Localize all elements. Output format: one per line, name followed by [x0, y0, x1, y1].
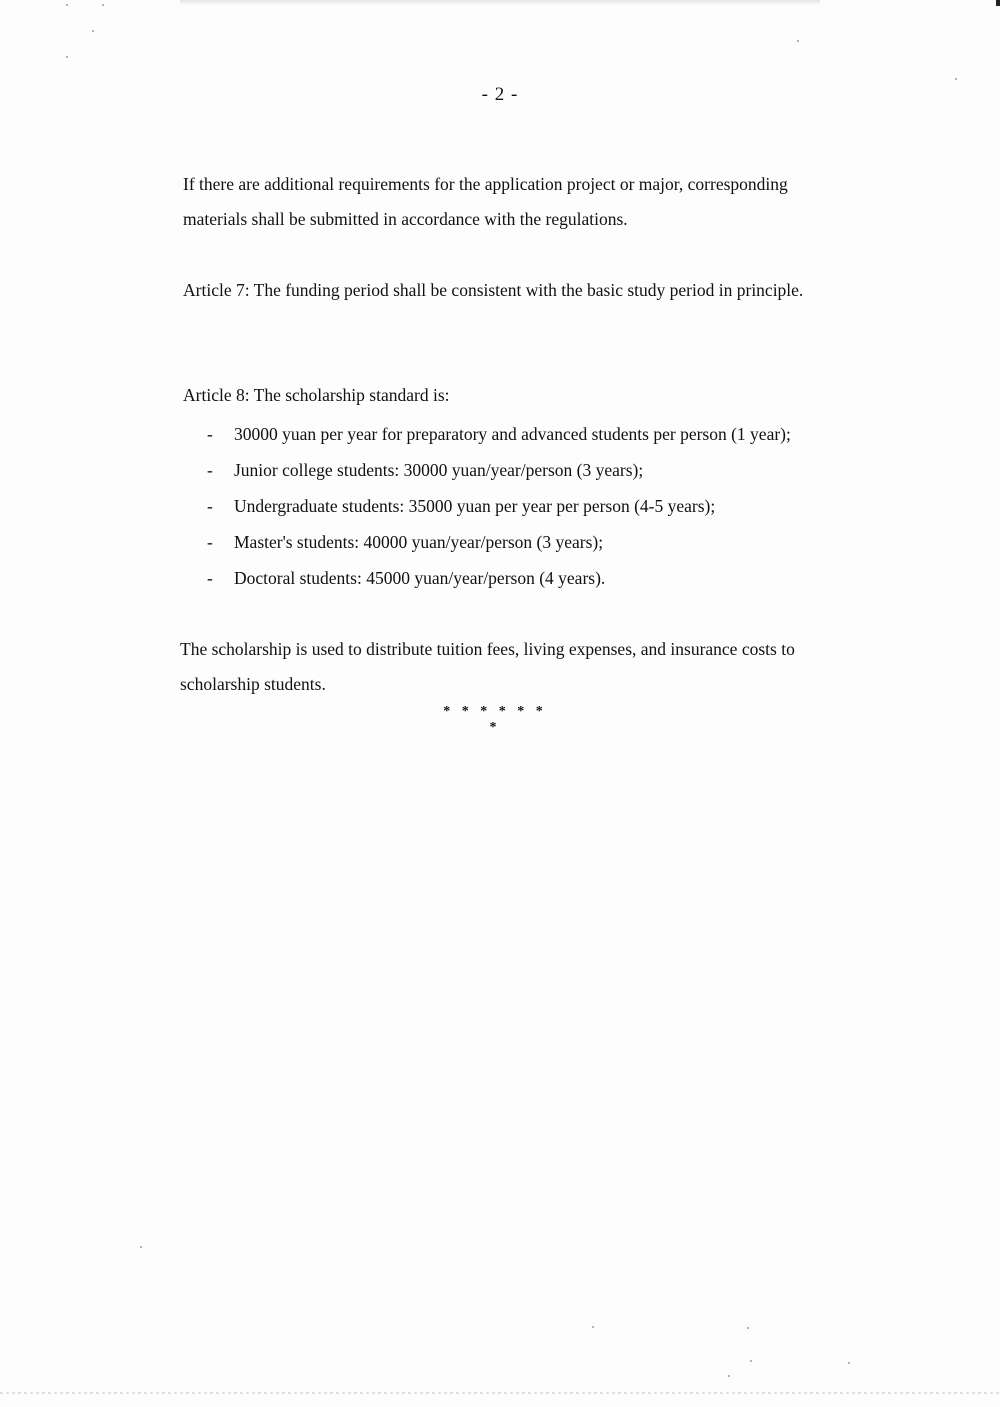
paragraph-article-7: Article 7: The funding period shall be consistent with the basic study period in principle. — [183, 280, 804, 300]
scan-speck — [592, 1326, 594, 1328]
scan-edge-mark — [996, 0, 1000, 6]
list-bullet: - — [207, 532, 213, 552]
list-item-text: 30000 yuan per year for preparatory and advanced students per person (1 year); — [234, 424, 791, 444]
scan-speck — [66, 56, 68, 58]
list-item-text: Doctoral students: 45000 yuan/year/person (4 years). — [234, 568, 606, 588]
scan-speck — [747, 1327, 749, 1329]
list-bullet: - — [207, 460, 213, 480]
page-number: - 2 - — [481, 84, 519, 105]
scan-speck — [66, 4, 68, 6]
list-bullet: - — [207, 568, 213, 588]
scan-speck — [848, 1362, 850, 1364]
list-item — [183, 489, 833, 524]
scholarship-standard-list — [183, 417, 833, 597]
scan-speck — [750, 1360, 752, 1362]
list-item-text: Undergraduate students: 35000 yuan per year per person (4-5 years); — [234, 496, 716, 516]
scan-speck — [728, 1375, 730, 1377]
scan-speck — [797, 40, 799, 42]
list-bullet: - — [207, 424, 213, 444]
scan-speck — [140, 1246, 142, 1248]
list-item-text: Master's students: 40000 yuan/year/person (3 years); — [234, 532, 604, 552]
scan-shadow-top — [180, 0, 820, 6]
paragraph-scholarship-usage: The scholarship is used to distribute tuition fees, living expenses, and insurance costs to scholarship students. — [180, 639, 795, 694]
paragraph-additional-requirements: If there are additional requirements for the application project or major, corresponding materials shall be submitted in accordance with the regulations. — [183, 174, 788, 229]
list-item — [183, 453, 833, 488]
list-item-text: Junior college students: 30000 yuan/year/person (3 years); — [234, 460, 644, 480]
scan-speck — [102, 4, 104, 6]
scan-speck — [92, 30, 94, 32]
paragraph-article-8: Article 8: The scholarship standard is: — [183, 385, 450, 405]
list-item — [183, 561, 833, 596]
scan-shadow-bottom — [0, 1392, 1000, 1394]
scan-speck — [955, 78, 957, 80]
list-bullet: - — [207, 496, 213, 516]
end-marker: * * * * * * * — [443, 704, 547, 735]
list-item — [183, 525, 833, 560]
list-item — [183, 417, 833, 452]
